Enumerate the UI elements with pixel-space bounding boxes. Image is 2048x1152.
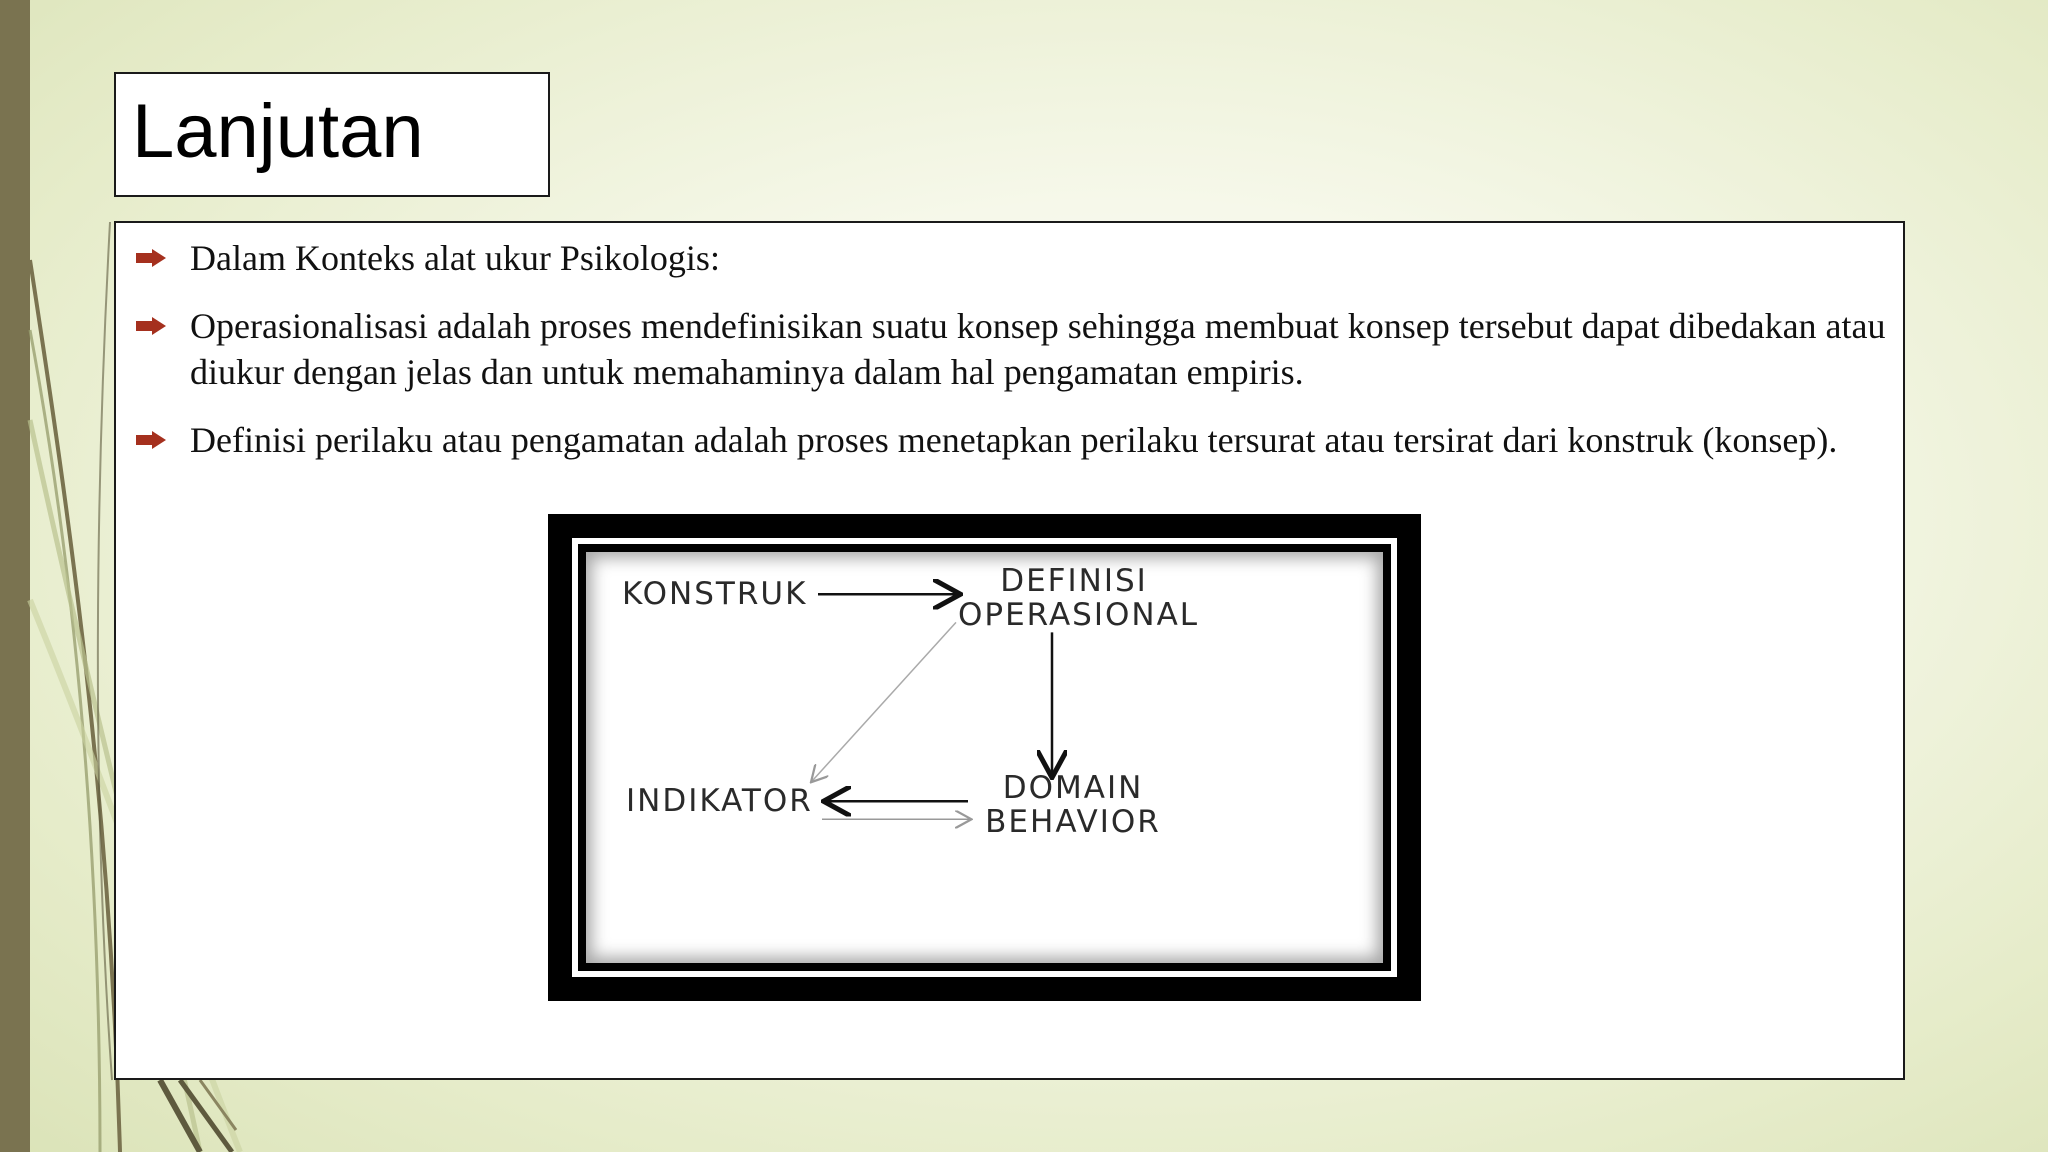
label-indikator: INDIKATOR [626,783,813,819]
arrow-right-icon [136,317,166,335]
label-definisi: DEFINISI [1000,563,1148,599]
diagram-canvas [586,552,1383,963]
bullet-list [116,235,1886,485]
diagram-frame [548,514,1421,1001]
slide-title: Lanjutan [132,89,424,174]
label-konstruk: KONSTRUK [622,576,808,612]
arrow-right-icon [136,249,166,267]
bullet-text: Definisi perilaku atau pengamatan adalah proses menetapkan perilaku tersurat atau tersirat dari konstruk (konsep). [190,420,1838,460]
bullet-item [116,303,1886,395]
bullet-text: Operasionalisasi adalah proses mendefinisikan suatu konsep sehingga membuat konsep tersebut dapat dibedakan atau diukur dengan jelas dan untuk memahaminya dalam hal pengamatan empiris. [190,306,1886,392]
label-behavior: BEHAVIOR [985,804,1161,840]
arrow-right-icon [136,431,166,449]
title-box [114,72,550,197]
bullet-text: Dalam Konteks alat ukur Psikologis: [190,238,720,278]
label-operasional: OPERASIONAL [958,597,1200,633]
bullet-item [116,417,1886,463]
diagram-inner-border [572,538,1397,977]
arrow-definisi-to-indikator [812,622,956,781]
label-domain: DOMAIN [1002,770,1144,806]
content-box [114,221,1905,1080]
bullet-item [116,235,1886,281]
